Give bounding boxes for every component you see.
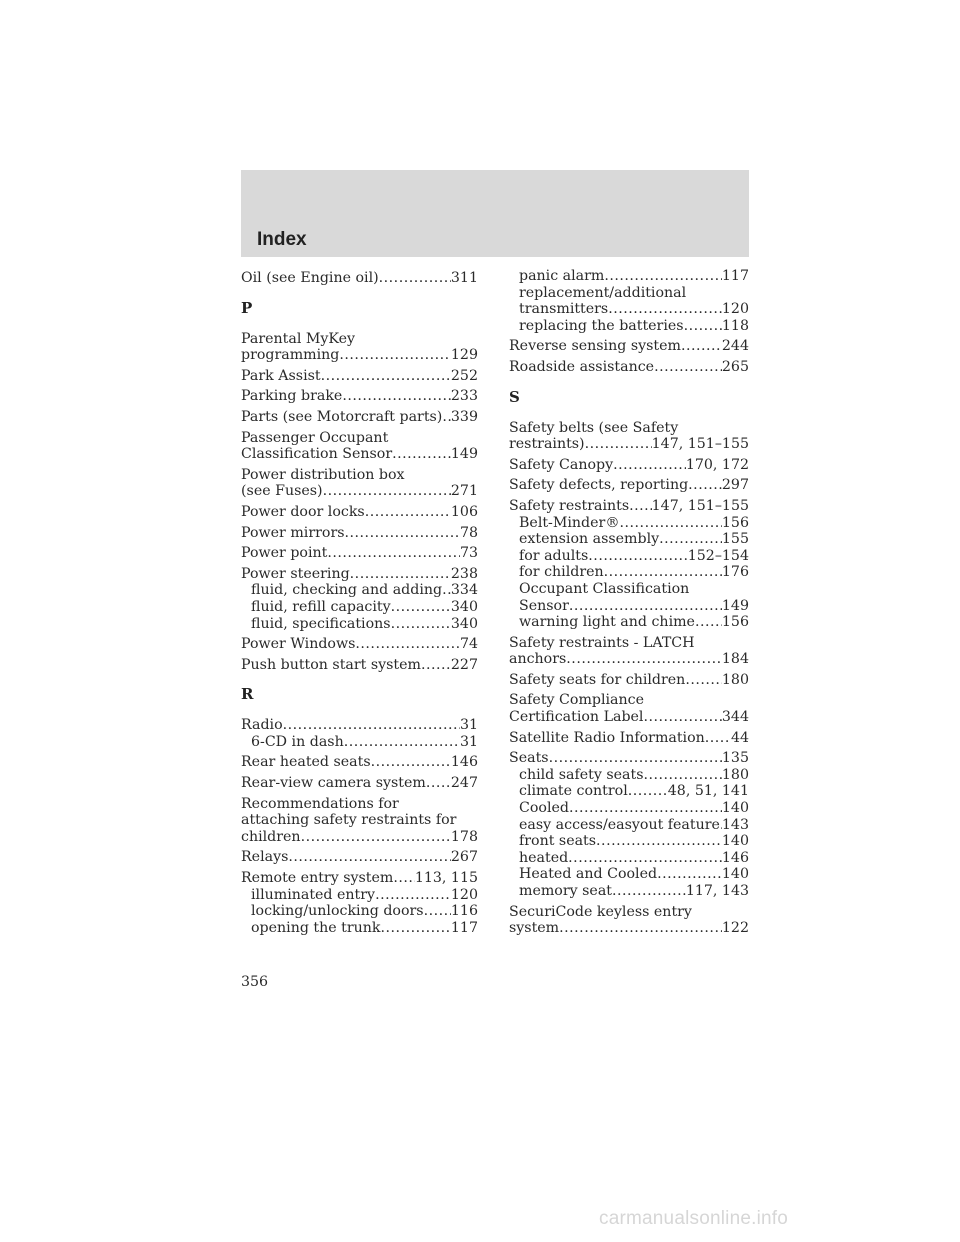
entry-page: 44 [730, 729, 749, 746]
index-entry [509, 338, 749, 355]
subentry-text: child safety seats [519, 766, 644, 783]
entry-page: 73 [459, 545, 478, 562]
index-entry [241, 717, 478, 750]
index-entry [241, 849, 478, 866]
subentry-text: front seats [519, 833, 597, 850]
entry-page: 170, 172 [685, 456, 749, 473]
index-entry [509, 692, 749, 725]
entry-page: 146 [450, 754, 478, 771]
entry-page: 344 [721, 709, 749, 726]
entry-text: Power mirrors [241, 524, 345, 541]
subentry-text: fluid, refill capacity [251, 598, 391, 615]
subentry-page: 143 [721, 816, 749, 833]
entry-page: 233 [450, 388, 478, 405]
entry-text: Park Assist [241, 367, 321, 384]
subentry-page: 140 [721, 866, 749, 883]
subentry-text: Sensor [519, 597, 569, 614]
index-entry [509, 672, 749, 689]
subentry-page: 48, 51, 141 [667, 783, 749, 800]
entry-page: 247 [450, 775, 478, 792]
entry-text: system [509, 920, 560, 937]
index-entry [241, 331, 478, 364]
subentry-page: 155 [721, 531, 749, 548]
index-letter-heading: S [509, 387, 520, 406]
entry-text: programming [241, 347, 340, 364]
index-column-left [241, 270, 478, 940]
entry-text: Seats [509, 750, 549, 767]
index-entry [241, 388, 478, 405]
entry-text: Power steering [241, 565, 350, 582]
entry-text: Oil (see Engine oil) [241, 270, 379, 286]
subentry-text: fluid, checking and adding [251, 582, 443, 599]
entry-text: Safety restraints [509, 497, 630, 514]
entry-text: Push button start system [241, 656, 421, 673]
entry-text: Recommendations for [241, 795, 399, 812]
watermark-text: carmanualsonline.info [599, 1208, 789, 1229]
entry-text: Power distribution box [241, 466, 405, 483]
entry-page: 135 [721, 750, 749, 767]
subentry-page: 176 [721, 564, 749, 581]
subentry-page: 117 [450, 919, 478, 936]
entry-page: 265 [721, 358, 749, 375]
entry-page: 244 [721, 338, 749, 355]
entry-text: Parking brake [241, 388, 343, 405]
entry-page: 267 [450, 849, 478, 866]
entry-text: Reverse sensing system [509, 338, 681, 355]
index-entry [509, 457, 749, 474]
index-entry [241, 525, 478, 542]
index-entry [241, 368, 478, 385]
entry-page: 122 [721, 920, 749, 937]
subentry-page: 117 [721, 268, 749, 284]
subentry-page: 120 [721, 301, 749, 318]
subentry-page: 156 [721, 514, 749, 531]
subentry-text: replacement/additional [519, 284, 687, 301]
entry-page: 147, 151–155 [651, 436, 749, 453]
entry-page: 297 [721, 477, 749, 494]
subentry-text: Occupant Classification [519, 580, 690, 597]
index-entry [241, 754, 478, 771]
index-entry [241, 504, 478, 521]
entry-page: 31 [459, 717, 478, 734]
entry-page: 339 [450, 408, 478, 425]
subentry-text: panic alarm [519, 268, 605, 284]
entry-page: 113, 115 [414, 870, 478, 887]
index-entry [241, 796, 478, 846]
subentry-text: for children [519, 564, 604, 581]
entry-text: Relays [241, 849, 289, 866]
entry-page: 252 [450, 367, 478, 384]
index-entry [241, 870, 478, 936]
subentry-page: 334 [450, 582, 478, 599]
entry-text: Safety seats for children [509, 671, 686, 688]
index-entry [509, 268, 749, 334]
entry-text: Power Windows [241, 636, 356, 653]
entry-page: 311 [450, 270, 478, 286]
entry-text: Power point [241, 545, 328, 562]
subentry-page: 120 [450, 886, 478, 903]
entry-text: Classification Sensor [241, 446, 393, 463]
entry-page: 74 [459, 636, 478, 653]
subentry-text: warning light and chime [519, 614, 695, 631]
index-entry [241, 270, 478, 287]
index-entry [509, 730, 749, 747]
index-letter-heading: R [241, 685, 254, 704]
entry-text: Safety Compliance [509, 692, 644, 709]
entry-page: 271 [450, 483, 478, 500]
entry-text: Parts (see Motorcraft parts) [241, 408, 443, 425]
subentry-page: 116 [450, 903, 478, 920]
subentry-text: Heated and Cooled [519, 866, 658, 883]
subentry-page: 152–154 [687, 547, 749, 564]
subentry-text: easy access/easyout feature [519, 816, 720, 833]
subentry-page: 340 [450, 598, 478, 615]
entry-text: Safety restraints - LATCH [509, 634, 695, 651]
entry-text: restraints) [509, 436, 585, 453]
entry-text: Rear heated seats [241, 754, 371, 771]
index-entry [509, 750, 749, 899]
entry-page: 178 [450, 828, 478, 845]
entry-text: (see Fuses) [241, 483, 323, 500]
subentry-text: extension assembly [519, 531, 660, 548]
index-entry [509, 904, 749, 937]
subentry-text: transmitters [519, 301, 609, 318]
index-entry [241, 775, 478, 792]
entry-text: Rear-view camera system [241, 775, 426, 792]
entry-page: 180 [721, 671, 749, 688]
index-entry [241, 545, 478, 562]
subentry-page: 149 [721, 597, 749, 614]
entry-page: 78 [459, 524, 478, 541]
subentry-text: Cooled [519, 800, 569, 817]
entry-text: Safety defects, reporting [509, 477, 689, 494]
subentry-text: replacing the batteries [519, 317, 684, 334]
index-entry [509, 635, 749, 668]
entry-page: 227 [450, 656, 478, 673]
subentry-page: 156 [721, 614, 749, 631]
subentry-page: 146 [721, 849, 749, 866]
index-entry [241, 566, 478, 632]
page-number: 356 [241, 974, 269, 990]
index-entry [241, 409, 478, 426]
entry-text: Satellite Radio Information [509, 729, 705, 746]
index-entry [509, 359, 749, 376]
index-entry [509, 498, 749, 631]
index-entry [509, 477, 749, 494]
index-letter-heading: P [241, 298, 253, 317]
subentry-page: 31 [459, 733, 478, 750]
subentry-text: locking/unlocking doors [251, 903, 424, 920]
entry-text: Safety belts (see Safety [509, 419, 679, 436]
subentry-page: 180 [721, 766, 749, 783]
section-header-bar [241, 170, 749, 257]
subentry-text: illuminated entry [251, 886, 376, 903]
entry-text: anchors [509, 651, 567, 668]
entry-text: Roadside assistance [509, 358, 655, 375]
entry-text: children [241, 828, 301, 845]
subentry-page: 140 [721, 833, 749, 850]
entry-text: attaching safety restraints for [241, 812, 457, 829]
subentry-page: 340 [450, 615, 478, 632]
section-title: Index [257, 229, 307, 250]
subentry-page: 118 [721, 317, 749, 334]
subentry-text: fluid, specifications [251, 615, 391, 632]
entry-text: Radio [241, 717, 283, 734]
entry-page: 238 [450, 565, 478, 582]
index-entry [509, 420, 749, 453]
entry-page: 149 [450, 446, 478, 463]
entry-page: 147, 151–155 [651, 497, 749, 514]
entry-text: SecuriCode keyless entry [509, 903, 692, 920]
entry-text: Power door locks [241, 503, 365, 520]
index-column-right [509, 268, 749, 941]
entry-page: 129 [450, 347, 478, 364]
index-entry [241, 467, 478, 500]
subentry-text: opening the trunk [251, 919, 381, 936]
subentry-text: Belt-Minder® [519, 514, 620, 531]
subentry-page: 140 [721, 800, 749, 817]
entry-text: Passenger Occupant [241, 429, 389, 446]
subentry-text: 6-CD in dash [251, 733, 344, 750]
index-entry [241, 636, 478, 653]
index-entry [241, 657, 478, 674]
entry-text: Parental MyKey [241, 330, 356, 347]
entry-text: Remote entry system [241, 870, 394, 887]
subentry-text: for adults [519, 547, 589, 564]
entry-text: Safety Canopy [509, 456, 614, 473]
entry-page: 106 [450, 503, 478, 520]
subentry-text: heated [519, 849, 569, 866]
subentry-text: memory seat [519, 883, 612, 899]
index-entry [241, 430, 478, 463]
subentry-text: climate control [519, 783, 628, 800]
entry-text: Certification Label [509, 709, 644, 726]
entry-page: 184 [721, 651, 749, 668]
subentry-page: 117, 143 [685, 883, 749, 899]
